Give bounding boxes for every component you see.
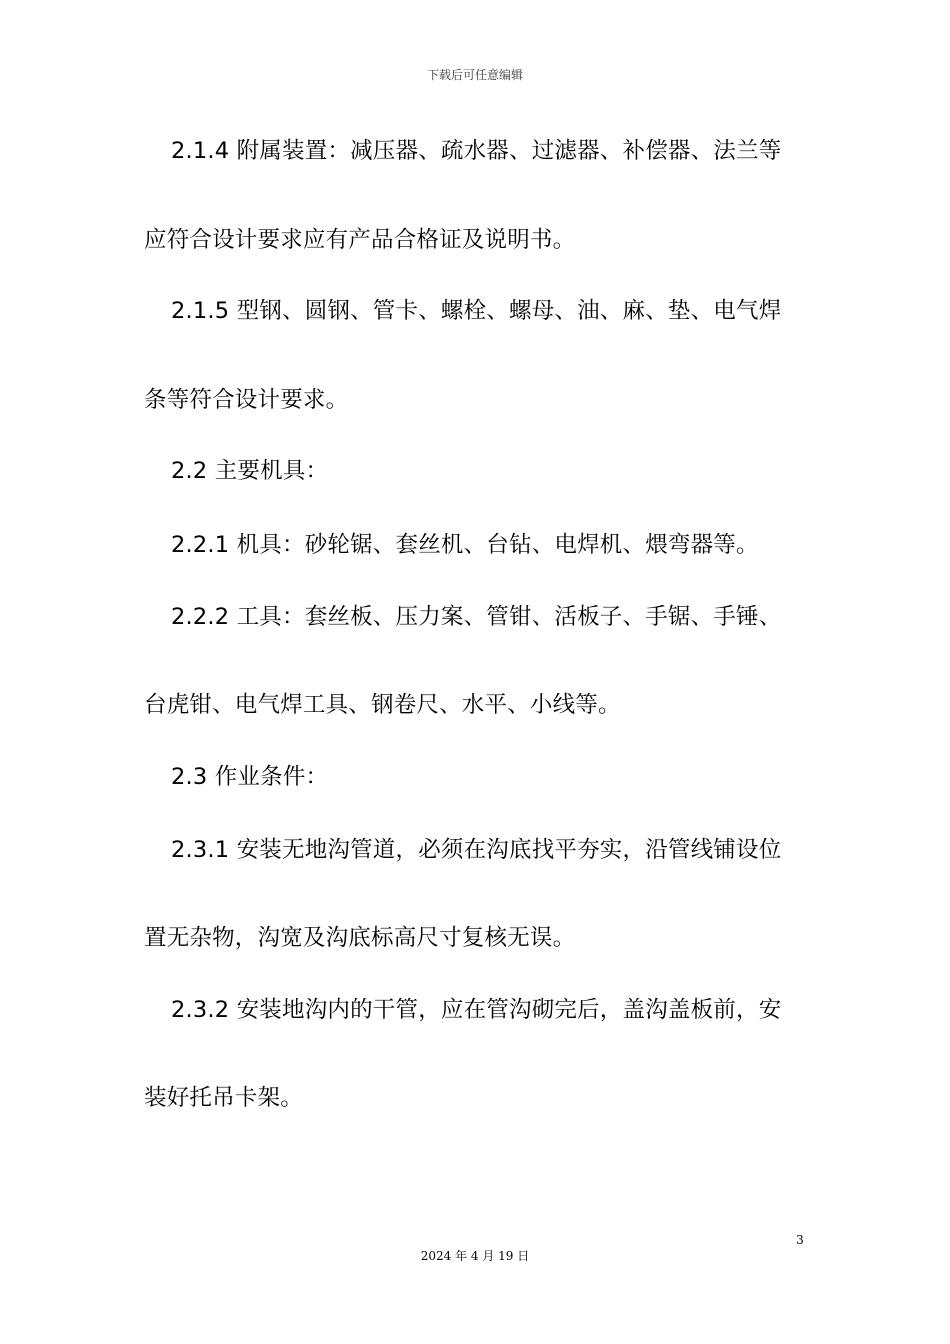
- body-line-8: 台虎钳、电气焊工具、钢卷尺、水平、小线等。: [144, 692, 621, 718]
- body-line-2: 应符合设计要求应有产品合格证及说明书。: [144, 227, 576, 253]
- body-line-7: 2.2.2 工具：套丝板、压力案、管钳、活板子、手锯、手锤、: [171, 604, 782, 630]
- body-line-13: 装好托吊卡架。: [144, 1085, 303, 1111]
- footer-date: 2024 年 4 月 19 日: [420, 1249, 530, 1263]
- page-number: 3: [796, 1233, 804, 1247]
- body-line-10: 2.3.1 安装无地沟管道，必须在沟底找平夯实，沿管线铺设位: [171, 837, 782, 863]
- section-heading-2-2: 2.2 主要机具：: [171, 458, 329, 484]
- section-heading-2-3: 2.3 作业条件：: [171, 764, 329, 790]
- page-header: 下载后可任意编辑: [426, 68, 523, 82]
- body-line-11: 置无杂物，沟宽及沟底标高尺寸复核无误。: [144, 925, 576, 951]
- body-line-1: 2.1.4 附属装置：减压器、疏水器、过滤器、补偿器、法兰等: [171, 138, 782, 164]
- body-line-6: 2.2.1 机具：砂轮锯、套丝机、台钻、电焊机、煨弯器等。: [171, 532, 759, 558]
- body-line-4: 条等符合设计要求。: [144, 387, 349, 413]
- body-line-3: 2.1.5 型钢、圆钢、管卡、螺栓、螺母、油、麻、垫、电气焊: [171, 298, 782, 324]
- body-line-12: 2.3.2 安装地沟内的干管，应在管沟砌完后，盖沟盖板前，安: [171, 997, 782, 1023]
